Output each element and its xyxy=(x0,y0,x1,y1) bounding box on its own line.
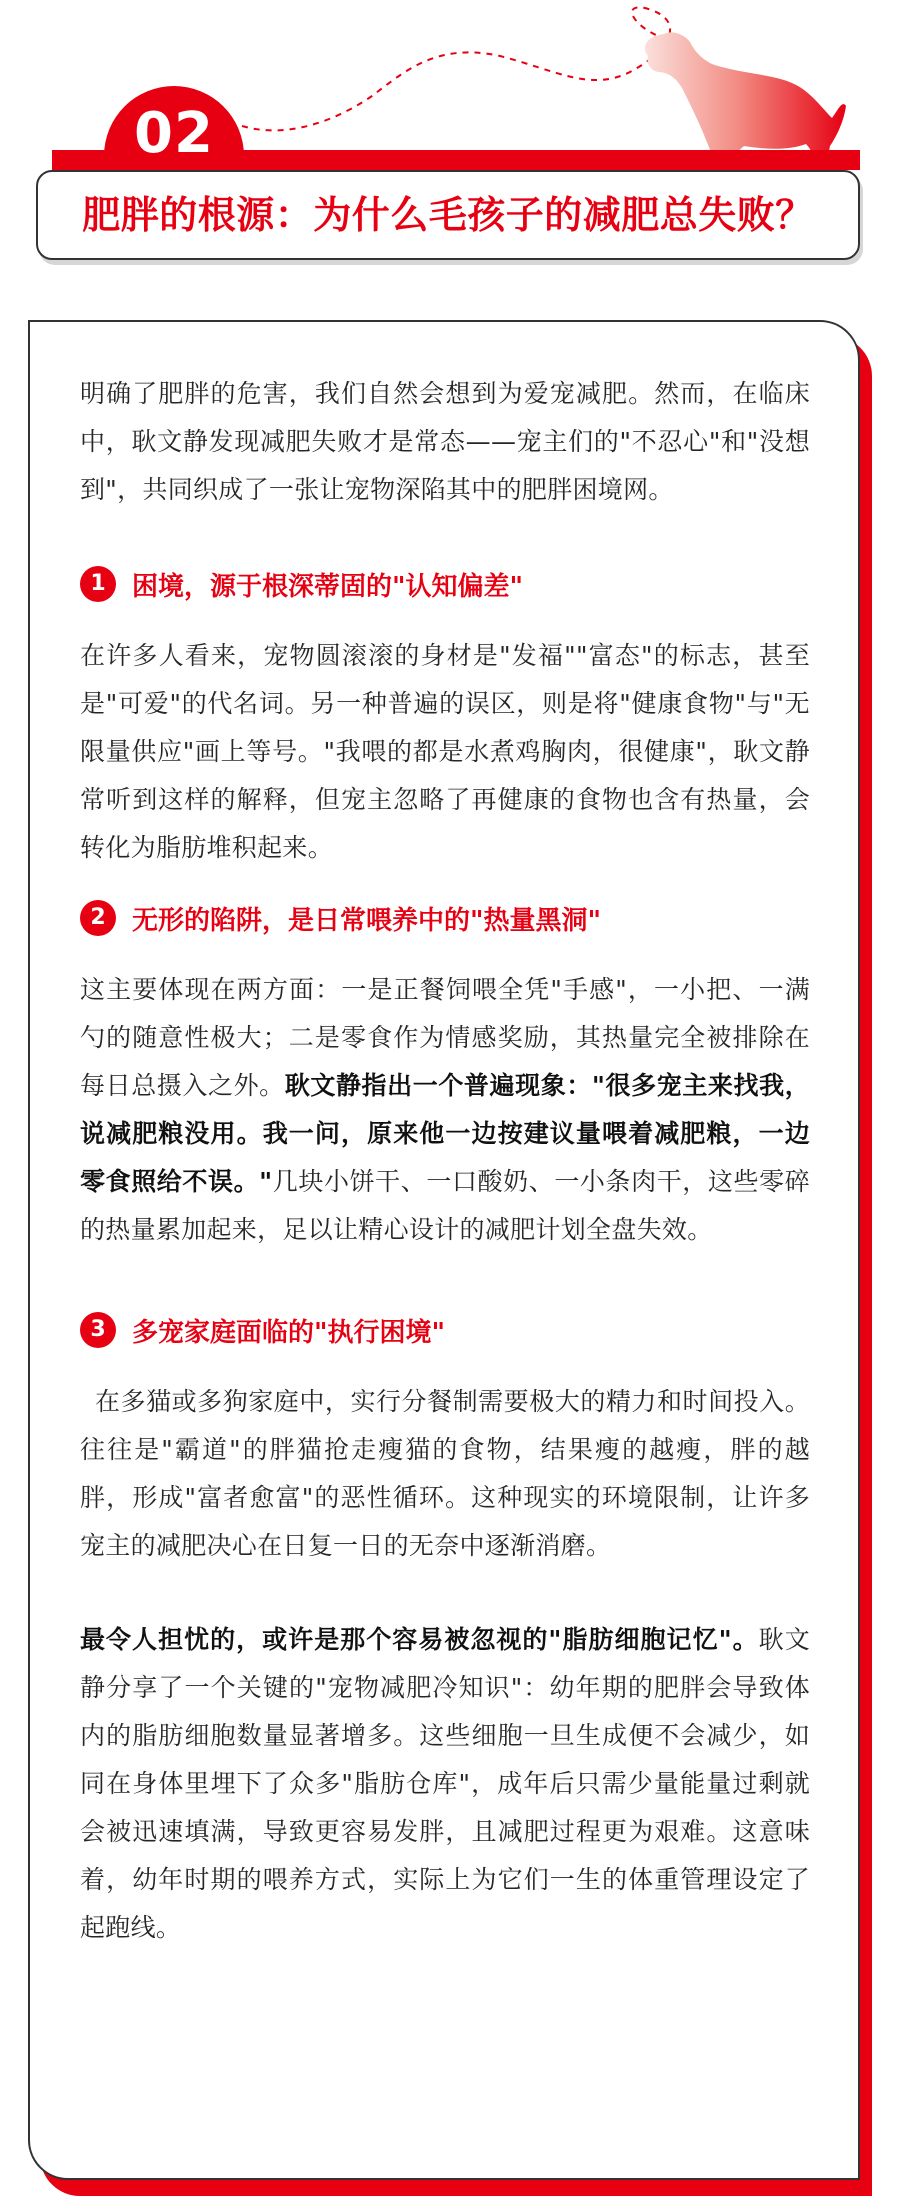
closing-paragraph xyxy=(80,1616,810,1952)
number-badge-icon: 1 xyxy=(80,566,116,602)
content-card xyxy=(28,320,860,2180)
card-content xyxy=(80,370,810,1952)
subsection-title: 无形的陷阱，是日常喂养中的"热量黑洞" xyxy=(132,905,602,936)
subsection-body-1: 在许多人看来，宠物圆滚滚的身材是"发福""富态"的标志，甚至是"可爱"的代名词。另一种普遍的误区，则是将"健康食物"与"无限量供应"画上等号。"我喂的都是水煮鸡胸肉，很健康"，耿文静常听到这样的解释，但宠主忽略了再健康的食物也含有热量，会转化为脂肪堆积起来。 xyxy=(80,641,810,862)
intro-paragraph: 明确了肥胖的危害，我们自然会想到为爱宠减肥。然而，在临床中，耿文静发现减肥失败才是常态——宠主们的"不忍心"和"没想到"，共同织成了一张让宠物深陷其中的肥胖困境网。 xyxy=(80,379,810,504)
number-badge-icon: 2 xyxy=(80,900,116,936)
section-number: 02 xyxy=(134,101,214,166)
dog-silhouette-icon xyxy=(645,32,846,166)
subsection-heading-1 xyxy=(80,560,810,608)
page-title: 肥胖的根源：为什么毛孩子的减肥总失败？ xyxy=(82,193,814,237)
section-header xyxy=(0,0,900,290)
closing-text: 耿文静分享了一个关键的"宠物减肥冷知识"：幼年期的肥胖会导致体内的脂肪细胞数量显著增多。这些细胞一旦生成便不会减少，如同在身体里埋下了众多"脂肪仓库"，成年后只需少量能量过剩就会被迅速填满，导致更容易发胖，且减肥过程更为艰难。这意味着，幼年时期的喂养方式，实际上为它们一生的体重管理设定了起跑线。 xyxy=(80,1625,810,1942)
body-text: 几块小饼干、一口酸奶、一小条肉干，这些零碎的热量累加起来，足以让精心设计的减肥计划全盘失效。 xyxy=(80,1167,810,1244)
dashed-path-decoration xyxy=(242,7,690,130)
section-title-box xyxy=(36,170,860,260)
subsection-heading-2 xyxy=(80,894,810,942)
closing-bold-lead: 最令人担忧的，或许是那个容易被忽视的"脂肪细胞记忆"。 xyxy=(80,1625,759,1654)
section-number-badge xyxy=(104,86,244,170)
subsection-body-3: 在多猫或多狗家庭中，实行分餐制需要极大的精力和时间投入。往往是"霸道"的胖猫抢走瘦猫的食物，结果瘦的越瘦，胖的越胖，形成"富者愈富"的恶性循环。这种现实的环境限制，让许多宠主的减肥决心在日复一日的无奈中逐渐消磨。 xyxy=(80,1387,810,1560)
body-bold-quote: 耿文静指出一个普遍现象："很多宠主来找我，说减肥粮没用。我一问，原来他一边按建议量喂着减肥粮，一边零食照给不误。" xyxy=(80,1071,810,1196)
subsection-body-2 xyxy=(80,966,810,1254)
body-text: 这主要体现在两方面：一是正餐饲喂全凭"手感"，一小把、一满勺的随意性极大；二是零食作为情感奖励，其热量完全被排除在每日总摄入之外。 xyxy=(80,975,810,1100)
subsection-title: 多宠家庭面临的"执行困境" xyxy=(132,1317,446,1348)
subsection-heading-3 xyxy=(80,1306,810,1354)
number-badge-icon: 3 xyxy=(80,1312,116,1348)
subsection-title: 困境，源于根深蒂固的"认知偏差" xyxy=(132,571,524,602)
